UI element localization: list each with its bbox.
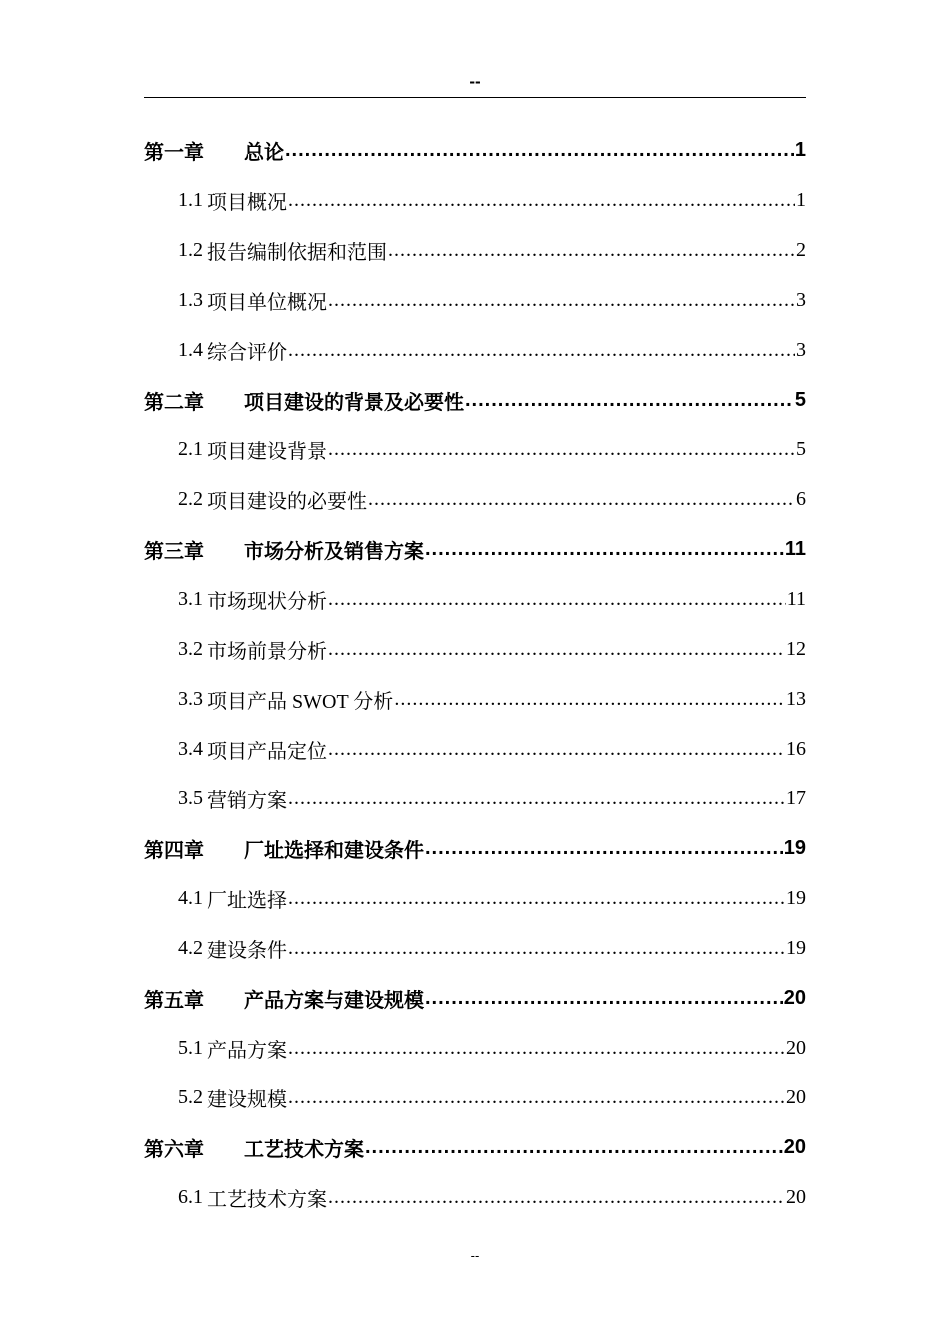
toc-section-entry[interactable] [144, 226, 806, 276]
toc-dot-leader [388, 239, 795, 262]
toc-dot-leader [285, 139, 794, 162]
toc-entry-page-number: 11 [784, 538, 806, 561]
toc-entry-number: 第一章 [144, 142, 204, 165]
toc-section-entry[interactable] [144, 924, 806, 974]
toc-section-entry[interactable] [144, 425, 806, 475]
toc-entry-page-number: 5 [794, 388, 806, 411]
toc-entry-title: 市场前景分析 [207, 640, 327, 663]
toc-entry-title: 项目建设的背景及必要性 [244, 391, 464, 414]
toc-entry-page-number: 16 [786, 737, 806, 760]
toc-entry-number: 3.1 [178, 588, 203, 611]
toc-section-entry[interactable] [144, 624, 806, 674]
toc-entry-page-number: 20 [783, 1136, 806, 1159]
toc-entry-number: 3.5 [178, 787, 203, 810]
toc-entry-page-number: 13 [786, 687, 806, 710]
toc-entry-number: 5.1 [178, 1036, 203, 1059]
toc-section-entry[interactable] [144, 325, 806, 375]
toc-entry-title: 建设规模 [207, 1089, 287, 1112]
table-of-contents [144, 126, 806, 1223]
toc-dot-leader [288, 339, 795, 362]
toc-entry-number: 1.2 [178, 239, 203, 262]
toc-entry-title: 总论 [244, 142, 284, 165]
toc-entry-number: 2.1 [178, 438, 203, 461]
toc-dot-leader [328, 738, 785, 761]
toc-entry-title: 产品方案 [207, 1039, 287, 1062]
toc-entry-title: 市场现状分析 [207, 591, 327, 614]
toc-entry-number: 第四章 [144, 840, 204, 863]
toc-entry-page-number: 6 [796, 488, 806, 511]
toc-dot-leader [288, 787, 785, 810]
toc-entry-page-number: 3 [796, 338, 806, 361]
toc-entry-page-number: 19 [786, 936, 806, 959]
toc-dot-leader [365, 1136, 783, 1159]
toc-dot-leader [288, 189, 795, 212]
toc-section-entry[interactable] [144, 1173, 806, 1223]
toc-section-entry[interactable] [144, 475, 806, 525]
toc-entry-title: 产品方案与建设规模 [244, 989, 424, 1012]
toc-entry-page-number: 19 [783, 837, 806, 860]
header-divider [144, 97, 806, 98]
toc-dot-leader [394, 688, 785, 711]
page-footer-mark: -- [470, 1248, 480, 1263]
toc-entry-number: 1.1 [178, 189, 203, 212]
toc-entry-page-number: 5 [796, 438, 806, 461]
toc-entry-number: 第三章 [144, 541, 204, 564]
toc-entry-page-number: 20 [786, 1036, 806, 1059]
toc-dot-leader [425, 837, 783, 860]
toc-entry-number: 5.2 [178, 1086, 203, 1109]
toc-dot-leader [288, 1086, 785, 1109]
toc-dot-leader [288, 1037, 785, 1060]
toc-dot-leader [465, 389, 794, 412]
toc-entry-title: 项目概况 [207, 192, 287, 215]
toc-entry-title: 项目产品 SWOT 分析 [207, 690, 394, 713]
toc-dot-leader [328, 638, 785, 661]
toc-entry-page-number: 20 [786, 1186, 806, 1209]
toc-entry-title: 市场分析及销售方案 [244, 541, 424, 564]
toc-chapter-entry[interactable] [144, 126, 806, 176]
toc-entry-number: 第二章 [144, 391, 204, 414]
toc-entry-number: 1.3 [178, 288, 203, 311]
toc-chapter-entry[interactable] [144, 824, 806, 874]
toc-entry-title: 工艺技术方案 [207, 1189, 327, 1212]
toc-entry-title: 厂址选择 [207, 890, 287, 913]
toc-dot-leader [425, 538, 784, 561]
toc-section-entry[interactable] [144, 176, 806, 226]
toc-entry-page-number: 2 [796, 239, 806, 262]
toc-entry-number: 6.1 [178, 1186, 203, 1209]
toc-entry-page-number: 17 [786, 787, 806, 810]
toc-entry-page-number: 19 [786, 887, 806, 910]
toc-entry-title: 项目建设的必要性 [207, 491, 367, 514]
toc-section-entry[interactable] [144, 1073, 806, 1123]
toc-section-entry[interactable] [144, 276, 806, 326]
toc-entry-page-number: 1 [796, 189, 806, 212]
toc-chapter-entry[interactable] [144, 973, 806, 1023]
toc-section-entry[interactable] [144, 724, 806, 774]
toc-entry-title: 营销方案 [207, 790, 287, 813]
toc-entry-number: 4.1 [178, 887, 203, 910]
toc-entry-number: 第六章 [144, 1139, 204, 1162]
toc-dot-leader [328, 289, 795, 312]
toc-dot-leader [288, 887, 785, 910]
toc-dot-leader [368, 488, 795, 511]
toc-entry-number: 1.4 [178, 338, 203, 361]
toc-entry-title: 厂址选择和建设条件 [244, 840, 424, 863]
toc-entry-number: 3.2 [178, 637, 203, 660]
toc-entry-page-number: 20 [783, 986, 806, 1009]
toc-section-entry[interactable] [144, 774, 806, 824]
toc-entry-title: 报告编制依据和范围 [207, 242, 387, 265]
toc-entry-number: 第五章 [144, 989, 204, 1012]
toc-entry-number: 2.2 [178, 488, 203, 511]
toc-chapter-entry[interactable] [144, 375, 806, 425]
toc-entry-title: 工艺技术方案 [244, 1139, 364, 1162]
toc-dot-leader [328, 588, 786, 611]
toc-entry-title: 项目建设背景 [207, 441, 327, 464]
toc-dot-leader [328, 438, 795, 461]
toc-entry-page-number: 3 [796, 288, 806, 311]
toc-chapter-entry[interactable] [144, 1123, 806, 1173]
toc-entry-number: 3.4 [178, 737, 203, 760]
toc-chapter-entry[interactable] [144, 525, 806, 575]
toc-section-entry[interactable] [144, 674, 806, 724]
toc-section-entry[interactable] [144, 874, 806, 924]
toc-entry-title: 项目单位概况 [207, 291, 327, 314]
page-header-mark: -- [469, 72, 481, 91]
toc-entry-page-number: 1 [794, 139, 806, 162]
toc-entry-page-number: 11 [786, 588, 806, 611]
toc-entry-number: 3.3 [178, 687, 203, 710]
toc-section-entry[interactable] [144, 575, 806, 625]
toc-entry-title: 建设条件 [207, 939, 287, 962]
toc-entry-page-number: 12 [786, 637, 806, 660]
toc-section-entry[interactable] [144, 1023, 806, 1073]
toc-entry-title: 项目产品定位 [207, 740, 327, 763]
toc-entry-page-number: 20 [786, 1086, 806, 1109]
toc-entry-title: 综合评价 [207, 341, 287, 364]
toc-dot-leader [425, 987, 783, 1010]
toc-entry-number: 4.2 [178, 936, 203, 959]
toc-dot-leader [288, 937, 785, 960]
toc-dot-leader [328, 1186, 785, 1209]
